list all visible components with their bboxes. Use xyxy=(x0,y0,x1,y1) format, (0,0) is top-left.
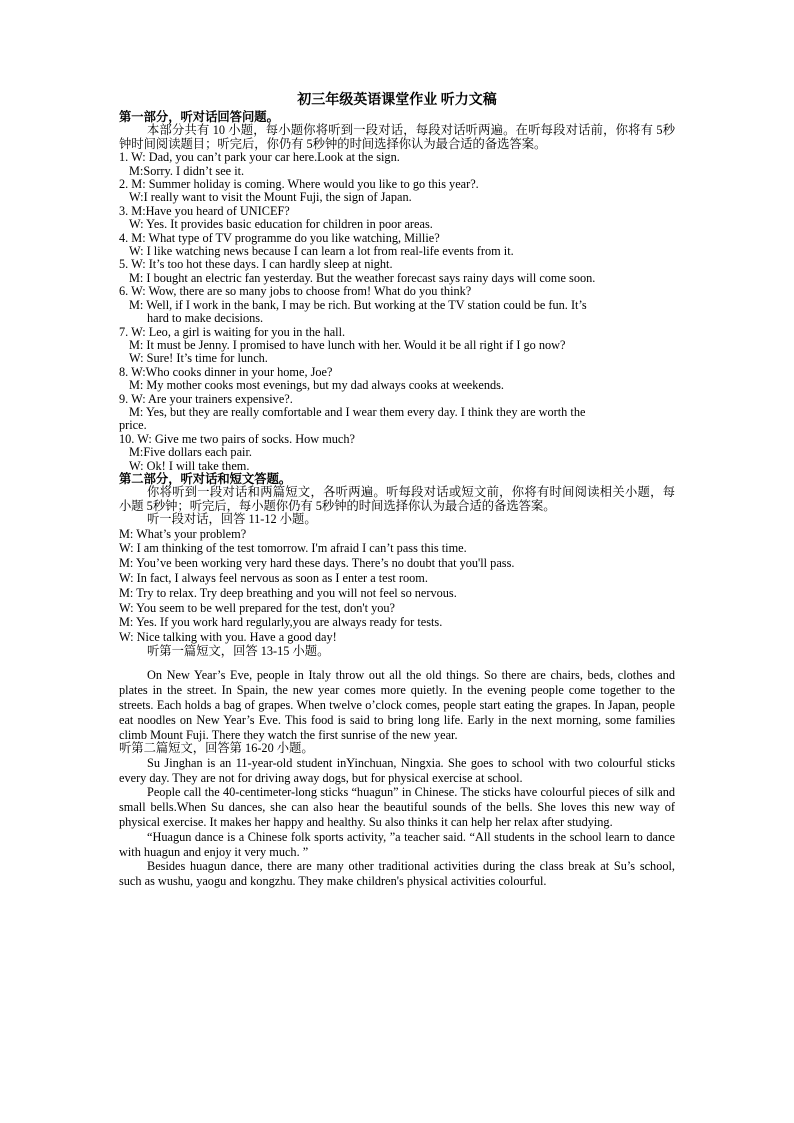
dialogue-line: M:Sorry. I didn’t see it. xyxy=(129,163,245,178)
dialogue-line: price. xyxy=(119,418,147,433)
part2-instruction: 你将听到一段对话和两篇短文，各听两遍。听每段对话或短文前，你将有时间阅读相关小题，每小题 5秒钟；听完后，每小题你仍有 5秒钟的时间选择你认为最合适的备选答案。 xyxy=(119,485,675,513)
document-title: 初三年级英语课堂作业 听力文稿 xyxy=(297,93,497,108)
dialogue-line: W: I am thinking of the test tomorrow. I'm afraid I can’t pass this time. xyxy=(119,541,467,556)
dialogue-line: 7. W: Leo, a girl is waiting for you in the hall. xyxy=(119,324,346,339)
dialogue-line: M: What’s your problem? xyxy=(119,526,247,541)
dialogue-line: 5. W: It’s too hot these days. I can hardly sleep at night. xyxy=(119,257,393,272)
dialogue-line: M: Yes. If you work hard regularly,you are always ready for tests. xyxy=(119,615,443,630)
dialogue-line: W: In fact, I always feel nervous as soon as I enter a test room. xyxy=(119,570,428,585)
part2-heading: 第二部分，听对话和短文答题。 xyxy=(119,471,292,486)
passage1-intro: 听第一篇短文，回答 13-15 小题。 xyxy=(147,643,330,658)
dialogue-line: W: Nice talking with you. Have a good day! xyxy=(119,630,337,645)
passage2-paragraph: Su Jinghan is an 11-year-old student inYinchuan, Ningxia. She goes to school with two colourful sticks every day. They are not for driving away dogs, but for physical exercise at school. xyxy=(119,755,675,785)
dialogue-line: M: Yes, but they are really comfortable and I wear them every day. I think they are worth the xyxy=(129,404,586,419)
dialogue-line: W: I like watching news because I can learn a lot from real-life events from it. xyxy=(129,244,514,259)
dialogue-line: W:I really want to visit the Mount Fuji, the sign of Japan. xyxy=(129,190,412,205)
dialogue-line: 6. W: Wow, there are so many jobs to choose from! What do you think? xyxy=(119,284,472,299)
part1-heading: 第一部分，听对话回答问题。 xyxy=(119,110,279,124)
part2-dialogue xyxy=(119,527,675,645)
dialogue-line: 4. M: What type of TV programme do you like watching, Millie? xyxy=(119,230,440,245)
dialogue-line: W: Ok! I will take them. xyxy=(129,458,250,473)
dialogue-line: 8. W:Who cooks dinner in your home, Joe? xyxy=(119,364,333,379)
dialogue-line: M: You’ve been working very hard these days. There’s no doubt that you'll pass. xyxy=(119,556,515,571)
passage1-text: On New Year’s Eve, people in Italy throw out all the old things. So there are chairs, beds, clothes and plates in the street. In Spain, the new year comes more quietly. In the evening people come together to the streets. Each holds a bag of grapes. When twelve o’clock comes, people start eating the grapes. In Japan, people eat noodles on New Year’s Eve. This food is said to bring long life. Early in the next morning, some families climb Mount Fuji. There they watch the first sunrise of the new year. xyxy=(119,668,675,742)
passage2-paragraph: People call the 40-centimeter-long sticks “huagun” in Chinese. The sticks have colourful pieces of silk and small bells.When Su dances, she can also hear the beautiful sounds of the bells. She loves this new way of physical exercise. It makes her happy and healthy. Su also thinks it can help her relax after studying. xyxy=(119,785,675,829)
dialogue-line: M:Five dollars each pair. xyxy=(129,445,252,460)
dialogue-line: M: It must be Jenny. I promised to have lunch with her. Would it be all right if I go now? xyxy=(129,337,566,352)
dialogue-intro: 听一段对话，回答 11-12 小题。 xyxy=(147,512,317,527)
dialogue-line: M: Well, if I work in the bank, I may be rich. But working at the TV station could be fun. It’s xyxy=(129,297,587,312)
dialogue-line: hard to make decisions. xyxy=(147,311,264,326)
dialogue-line: M: Try to relax. Try deep breathing and you will not feel so nervous. xyxy=(119,585,457,600)
dialogue-line: W: You seem to be well prepared for the test, don't you? xyxy=(119,600,395,615)
dialogue-line: M: My mother cooks most evenings, but my dad always cooks at weekends. xyxy=(129,378,504,393)
dialogue-line: 2. M: Summer holiday is coming. Where would you like to go this year?. xyxy=(119,177,479,192)
dialogue-line: 10. W: Give me two pairs of socks. How much? xyxy=(119,431,355,446)
dialogue-line: 3. M:Have you heard of UNICEF? xyxy=(119,203,290,218)
dialogue-line: W: Yes. It provides basic education for children in poor areas. xyxy=(129,217,433,232)
passage2-intro: 听第二篇短文，回答第 16-20 小题。 xyxy=(119,741,314,756)
passage2-paragraph: Besides huagun dance, there are many other traditional activities during the class break at Su’s school, such as wushu, yaogu and kongzhu. They make children's physical activities colourful. xyxy=(119,859,675,889)
passage2 xyxy=(119,756,675,889)
dialogue-line: W: Sure! It’s time for lunch. xyxy=(129,351,268,366)
dialogue-line: M: I bought an electric fan yesterday. But the weather forecast says rainy days will come soon. xyxy=(129,270,596,285)
part1-dialogues xyxy=(119,151,675,473)
passage2-paragraph: “Huagun dance is a Chinese folk sports activity, ”a teacher said. “All students in the school learn to dance with huagun and enjoy it very much. ” xyxy=(119,829,675,859)
dialogue-line: 9. W: Are your trainers expensive?. xyxy=(119,391,293,406)
document-page xyxy=(119,92,675,889)
dialogue-line: 1. W: Dad, you can’t park your car here.Look at the sign. xyxy=(119,150,400,165)
part1-instruction: 本部分共有 10 小题，每小题你将听到一段对话，每段对话听两遍。在听每段对话前，你将有 5秒钟时间阅读题目；听完后，你仍有 5秒钟的时间选择你认为最合适的备选答案。 xyxy=(119,123,675,151)
